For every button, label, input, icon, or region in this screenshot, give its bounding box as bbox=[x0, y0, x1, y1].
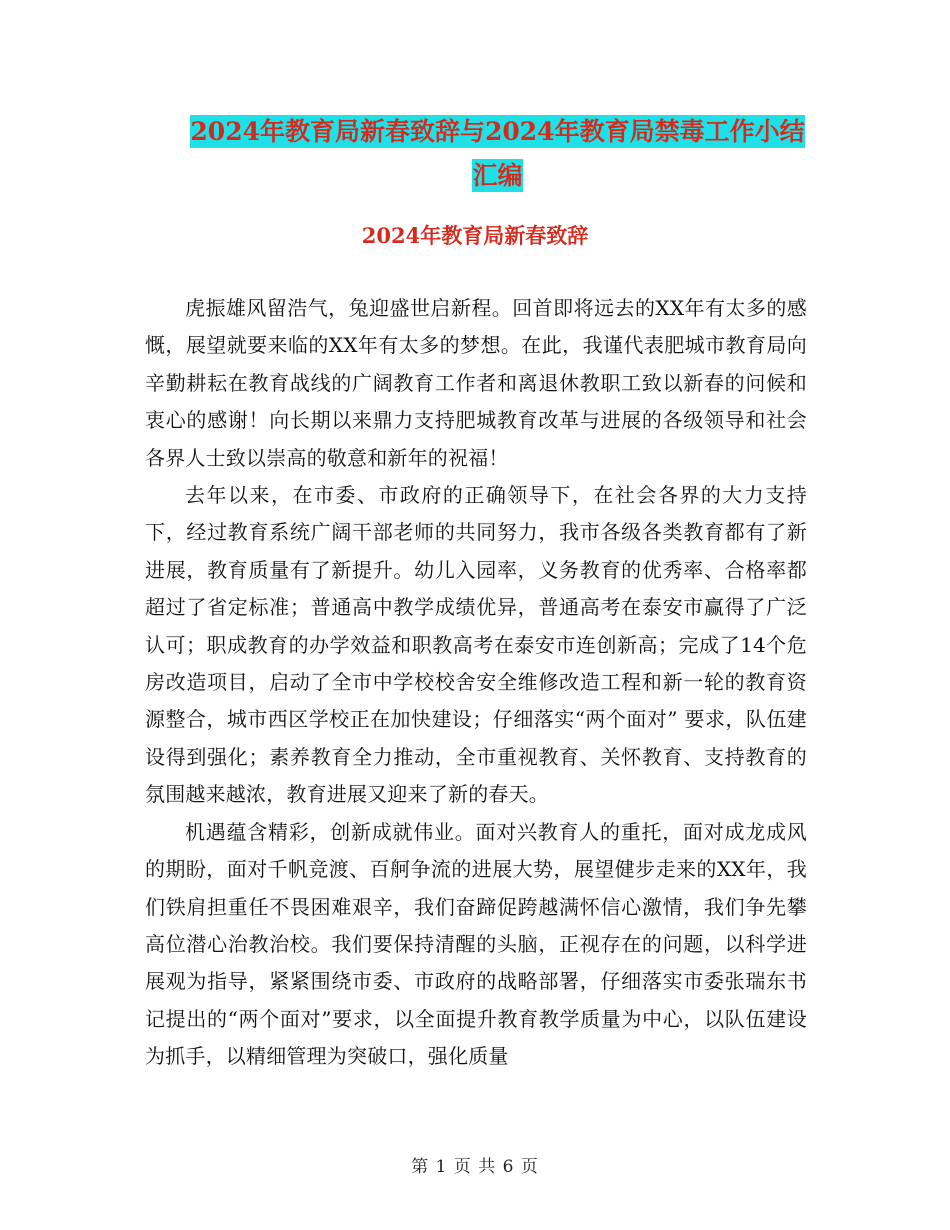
paragraph: 机遇蕴含精彩，创新成就伟业。面对兴教育人的重托，面对成龙成风的期盼，面对千帆竞渡、百舸争流的进展大势，展望健步走来的XX年，我们铁肩担重任不畏困难艰辛，我们奋蹄促跨越满怀信心激情，我们争先攀高位潜心治教治校。我们要保持清醒的头脑，正视存在的问题，以科学进展观为指导，紧紧围绕市委、市政府的战略部署，仔细落实市委张瑞东书记提出的“两个面对”要求，以全面提升教育教学质量为中心，以队伍建设为抓手，以精细管理为突破口，强化质量 bbox=[145, 819, 807, 1069]
paragraph: 虎振雄风留浩气，兔迎盛世启新程。回首即将远去的XX年有太多的感慨，展望就要来临的XX年有太多的梦想。在此，我谨代表肥城市教育局向辛勤耕耘在教育战线的广阔教育工作者和离退休教职工致以新春的问候和衷心的感谢！向长期以来鼎力支持肥城教育改革与进展的各级领导和社会各界人士致以崇高的敬意和新年的祝福！ bbox=[145, 296, 807, 470]
body-text bbox=[145, 290, 807, 1076]
document-title-line2: 汇编 bbox=[472, 161, 523, 190]
page-number-footer: 第 1 页 共 6 页 bbox=[411, 1157, 539, 1177]
document-title bbox=[140, 110, 855, 198]
section-title: 2024年教育局新春致辞 bbox=[361, 223, 589, 248]
document-title-line1: 2024年教育局新春致辞与2024年教育局禁毒工作小结 bbox=[190, 117, 805, 146]
paragraph: 去年以来，在市委、市政府的正确领导下，在社会各界的大力支持下，经过教育系统广阔干部老师的共同努力，我市各级各类教育都有了新进展，教育质量有了新提升。幼儿入园率，义务教育的优秀率、合格率都超过了省定标准；普通高中教学成绩优异，普通高考在泰安市赢得了广泛认可；职成教育的办学效益和职教高考在泰安市连创新高；完成了14个危房改造项目，启动了全市中学校校舍安全维修改造工程和新一轮的教育资源整合，城市西区学校正在加快建设；仔细落实“两个面对” 要求，队伍建设得到强化；素养教育全力推动，全市重视教育、关怀教育、支持教育的氛围越来越浓，教育进展又迎来了新的春天。 bbox=[145, 483, 807, 807]
